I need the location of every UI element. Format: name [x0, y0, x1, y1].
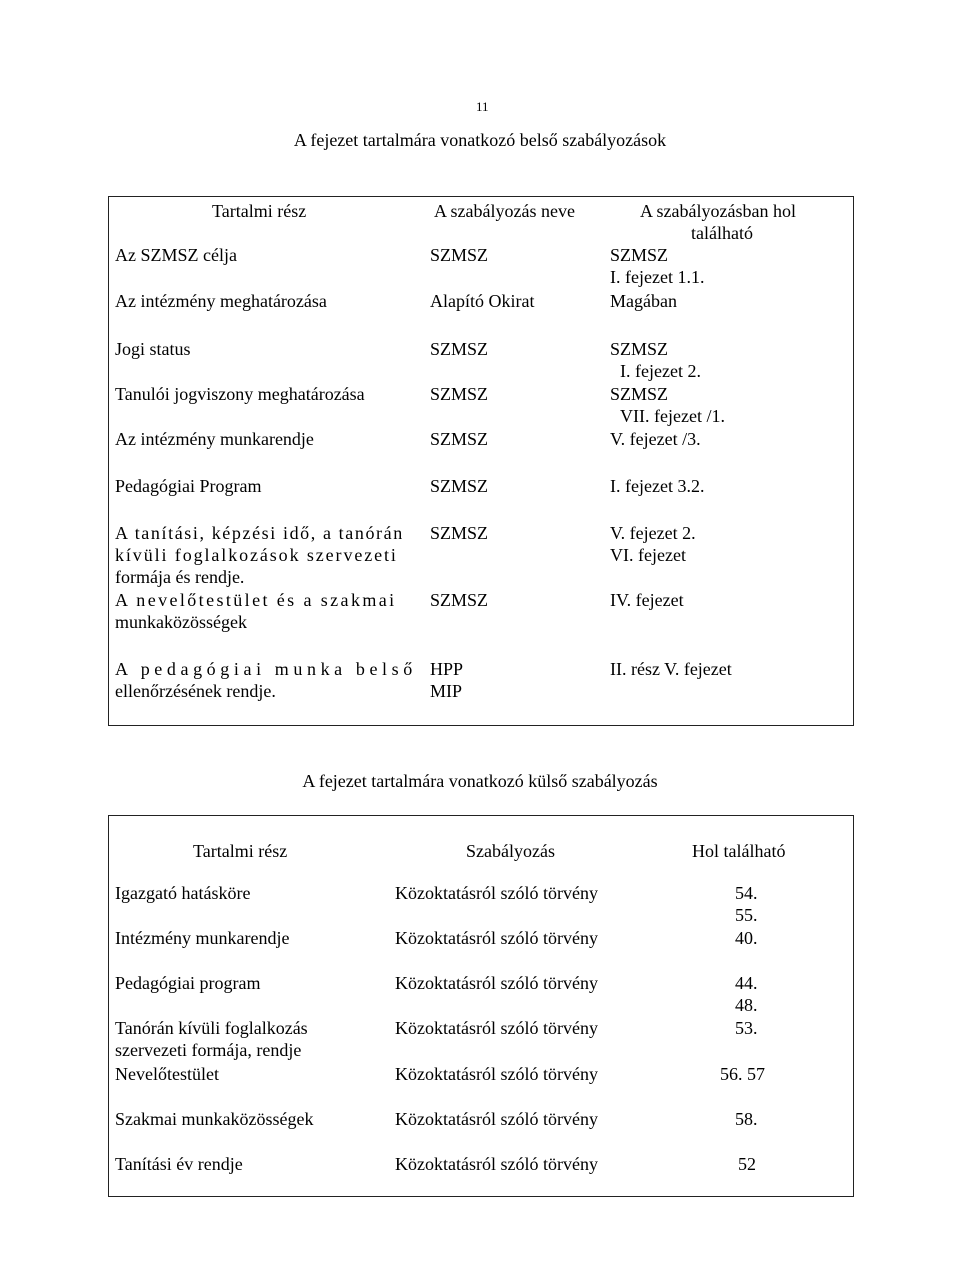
- table-cell: SZMSZ: [430, 590, 489, 610]
- table-cell: Magában: [610, 291, 677, 311]
- internal-header-content: Tartalmi rész: [212, 201, 307, 221]
- table-cell: V. fejezet /3.: [610, 429, 701, 449]
- table-cell: Közoktatásról szóló törvény: [395, 1064, 598, 1084]
- table-cell: SZMSZ: [430, 476, 489, 496]
- table-row: Tanítási év rendje: [115, 1154, 243, 1174]
- internal-header-location: A szabályozásban hol: [640, 201, 796, 221]
- table-row: Pedagógiai program: [115, 973, 261, 993]
- external-section-title: A fejezet tartalmára vonatkozó külső szabályozás: [302, 771, 658, 791]
- table-cell: SZMSZ: [610, 245, 669, 265]
- table-cell: VII. fejezet /1.: [620, 406, 725, 426]
- table-cell: 52: [738, 1154, 756, 1174]
- table-cell: 48.: [735, 995, 758, 1015]
- internal-section-title: A fejezet tartalmára vonatkozó belső szabályozások: [293, 130, 667, 150]
- table-cell: Közoktatásról szóló törvény: [395, 1154, 598, 1174]
- table-row: A tanítási, képzési idő, a tanórán: [115, 523, 404, 543]
- table-row: Pedagógiai Program: [115, 476, 262, 496]
- table-cell: 53.: [735, 1018, 758, 1038]
- table-cell: ellenőrzésének rendje.: [115, 681, 276, 701]
- table-cell: VI. fejezet: [610, 545, 686, 565]
- table-cell: 44.: [735, 973, 758, 993]
- table-cell: II. rész V. fejezet: [610, 659, 732, 679]
- table-cell: HPP: [430, 659, 464, 679]
- table-cell: Közoktatásról szóló törvény: [395, 1018, 598, 1038]
- table-row: Tanulói jogviszony meghatározása: [115, 384, 365, 404]
- table-row: Az intézmény munkarendje: [115, 429, 314, 449]
- table-cell: MIP: [430, 681, 463, 701]
- table-cell: 54.: [735, 883, 758, 903]
- table-cell: 58.: [735, 1109, 758, 1129]
- table-cell: SZMSZ: [430, 339, 489, 359]
- table-cell: szervezeti formája, rendje: [115, 1040, 302, 1060]
- internal-header-location-cont: található: [691, 223, 753, 243]
- page-number: 11: [476, 99, 489, 114]
- table-row: Szakmai munkaközösségek: [115, 1109, 314, 1129]
- table-cell: 56. 57: [720, 1064, 765, 1084]
- table-cell: I. fejezet 1.1.: [610, 267, 705, 287]
- table-cell: 55.: [735, 905, 758, 925]
- external-header-location: Hol található: [692, 841, 786, 861]
- table-cell: SZMSZ: [610, 339, 669, 359]
- table-cell: Alapító Okirat: [430, 291, 535, 311]
- table-cell: kívüli foglalkozások szervezeti: [115, 545, 398, 565]
- table-row: Tanórán kívüli foglalkozás: [115, 1018, 308, 1038]
- table-cell: 40.: [735, 928, 758, 948]
- table-row: Az SZMSZ célja: [115, 245, 237, 265]
- external-header-content: Tartalmi rész: [193, 841, 288, 861]
- external-header-regulation: Szabályozás: [466, 841, 555, 861]
- table-cell: SZMSZ: [430, 245, 489, 265]
- table-cell: SZMSZ: [430, 384, 489, 404]
- table-row: Jogi status: [115, 339, 191, 359]
- table-cell: formája és rendje.: [115, 567, 245, 587]
- table-cell: SZMSZ: [610, 384, 669, 404]
- table-row: Intézmény munkarendje: [115, 928, 290, 948]
- table-cell: Közoktatásról szóló törvény: [395, 883, 598, 903]
- table-row: A nevelőtestület és a szakmai: [115, 590, 397, 610]
- table-cell: I. fejezet 2.: [620, 361, 701, 381]
- table-cell: I. fejezet 3.2.: [610, 476, 705, 496]
- table-cell: Közoktatásról szóló törvény: [395, 973, 598, 993]
- table-row: Igazgató hatásköre: [115, 883, 251, 903]
- table-cell: IV. fejezet: [610, 590, 684, 610]
- table-cell: munkaközösségek: [115, 612, 247, 632]
- internal-table: [108, 196, 854, 726]
- table-cell: Közoktatásról szóló törvény: [395, 1109, 598, 1129]
- table-cell: Közoktatásról szóló törvény: [395, 928, 598, 948]
- internal-header-name: A szabályozás neve: [434, 201, 575, 221]
- table-row: Nevelőtestület: [115, 1064, 219, 1084]
- table-row: A pedagógiai munka belső: [115, 659, 417, 679]
- table-cell: SZMSZ: [430, 429, 489, 449]
- table-cell: V. fejezet 2.: [610, 523, 696, 543]
- table-cell: SZMSZ: [430, 523, 489, 543]
- table-row: Az intézmény meghatározása: [115, 291, 327, 311]
